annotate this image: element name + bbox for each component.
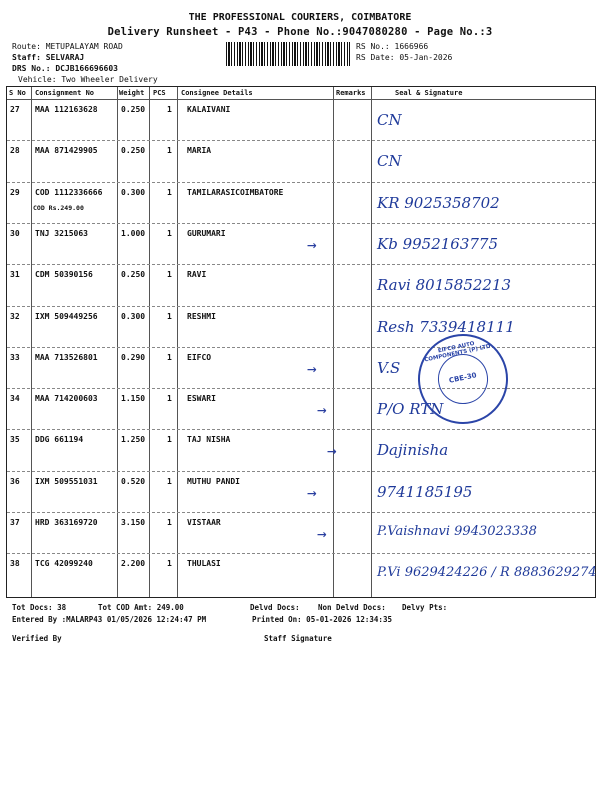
row-weight: 1.150 (121, 394, 146, 404)
staff: Staff: SELVARAJ (12, 53, 85, 62)
row-pcs: 1 (167, 394, 172, 404)
barcode (226, 42, 350, 66)
row-sno: 31 (10, 270, 20, 280)
row-consignee: TAJ NISHA (187, 435, 231, 445)
row-consignment-no: CDM 50390156 (35, 270, 93, 280)
row-sno: 28 (10, 146, 20, 156)
non-delivered-docs: Non Delvd Docs: (318, 603, 386, 612)
staff-signature: Staff Signature (264, 634, 332, 643)
row-sno: 32 (10, 311, 20, 321)
row-signature: Resh 7339418111 (377, 317, 515, 336)
handwritten-arrow-icon: → (317, 524, 327, 543)
row-signature: V.S (377, 358, 401, 377)
row-sno: 37 (10, 518, 20, 527)
row-sno: 34 (10, 394, 20, 404)
route: Route: METUPALAYAM ROAD (12, 42, 123, 51)
row-pcs: 1 (167, 559, 172, 569)
delivered-docs: Delvd Docs: (250, 603, 300, 612)
row-consignee: ESWARI (187, 394, 216, 404)
row-sno: 33 (10, 352, 20, 362)
total-cod-amount: Tot COD Amt: 249.00 (98, 603, 184, 612)
row-sno: 36 (10, 476, 20, 486)
row-consignee: KALAIVANI (187, 105, 231, 114)
row-pcs: 1 (167, 270, 172, 280)
row-consignee: THULASI (187, 559, 221, 569)
row-consignment-no: TCG 42099240 (35, 559, 93, 569)
row-sno: 30 (10, 228, 20, 238)
row-signature: KR 9025358702 (377, 193, 500, 212)
row-pcs: 1 (167, 311, 172, 321)
runsheet-table (6, 86, 596, 598)
row-pcs: 1 (167, 146, 172, 156)
runsheet-title: Delivery Runsheet - P43 - Phone No.:9047080280 - Page No.:3 (107, 26, 493, 38)
row-signature: P.Vi 9629424226 / R 8883629274 (377, 565, 597, 581)
row-weight: 0.300 (121, 187, 146, 197)
row-consignment-no: MAA 112163628 (35, 105, 98, 114)
col-seal-signature: Seal & Signature (395, 89, 463, 97)
drs-number: DRS No.: DCJB166696603 (12, 64, 118, 73)
rs-date: RS Date: 05-Jan-2026 (356, 53, 453, 62)
row-pcs: 1 (167, 435, 172, 445)
row-weight: 0.250 (121, 146, 146, 156)
row-weight: 1.250 (121, 435, 146, 445)
row-divider (7, 306, 595, 307)
row-consignee: TAMILARASICOIMBATORE (187, 187, 284, 197)
handwritten-arrow-icon: → (307, 234, 317, 254)
row-consignment-no: TNJ 3215063 (35, 228, 88, 238)
row-weight: 0.250 (121, 105, 146, 114)
row-consignee: MARIA (187, 146, 212, 156)
col-sno: S No (9, 89, 26, 97)
row-sno: 27 (10, 105, 20, 114)
row-consignee: RAVI (187, 270, 207, 280)
row-consignment-no: DDG 661194 (35, 435, 84, 445)
delivery-points: Delvy Pts: (402, 603, 448, 612)
row-weight: 0.290 (121, 352, 146, 362)
row-consignee: RESHMI (187, 311, 216, 321)
row-sno: 35 (10, 435, 20, 445)
row-signature: P/O RTN (377, 400, 444, 419)
col-consignee: Consignee Details (181, 89, 253, 97)
row-pcs: 1 (167, 187, 172, 197)
row-weight: 2.200 (121, 559, 146, 569)
row-consignment-no: MAA 713526801 (35, 352, 98, 362)
row-divider (7, 512, 595, 513)
entered-by: Entered By :MALARP43 01/05/2026 12:24:47 PM (12, 615, 207, 624)
row-sno: 38 (10, 559, 20, 569)
row-weight: 3.150 (121, 518, 146, 527)
row-signature: 9741185195 (377, 482, 473, 501)
row-weight: 0.300 (121, 311, 146, 321)
row-signature: P.Vaishnavi 9943023338 (377, 524, 537, 539)
handwritten-arrow-icon: → (307, 358, 317, 378)
company-title: THE PROFESSIONAL COURIERS, COIMBATORE (188, 12, 412, 23)
row-signature: Dajinisha (377, 441, 449, 460)
row-consignment-no: COD 1112336666 (35, 187, 103, 197)
row-divider (7, 553, 595, 554)
row-divider (7, 182, 595, 183)
row-divider (7, 223, 595, 224)
row-pcs: 1 (167, 228, 172, 238)
vehicle: Vehicle: Two Wheeler Delivery (18, 75, 158, 84)
row-divider (7, 429, 595, 430)
row-pcs: 1 (167, 352, 172, 362)
col-remarks: Remarks (336, 89, 366, 97)
row-pcs: 1 (167, 518, 172, 527)
row-consignment-no: HRD 363169720 (35, 518, 98, 527)
row-consignee: EIFCO (187, 352, 212, 362)
row-signature: Ravi 8015852213 (377, 276, 512, 295)
row-consignee: MUTHU PANDI (187, 476, 240, 486)
col-pcs: PCS (153, 89, 166, 97)
handwritten-arrow-icon: → (307, 482, 317, 502)
rs-number: RS No.: 1666966 (356, 42, 429, 51)
row-cod-amount: COD Rs.249.00 (33, 203, 84, 212)
row-divider (7, 140, 595, 141)
row-weight: 0.520 (121, 476, 146, 486)
row-divider (7, 264, 595, 265)
row-divider (7, 471, 595, 472)
row-divider (7, 347, 595, 348)
col-consignment: Consignment No (35, 89, 95, 97)
row-signature: Kb 9952163775 (377, 234, 499, 253)
row-weight: 0.250 (121, 270, 146, 280)
row-signature: CN (377, 152, 402, 171)
row-consignee: GURUMARI (187, 228, 226, 238)
row-sno: 29 (10, 187, 20, 197)
printed-on: Printed On: 05-01-2026 12:34:35 (252, 615, 392, 624)
total-docs: Tot Docs: 38 (12, 603, 67, 612)
col-weight: Weight (119, 89, 145, 97)
row-signature: CN (377, 111, 402, 129)
row-consignment-no: IXM 509551031 (35, 476, 98, 486)
verified-by: Verified By (12, 634, 62, 643)
row-pcs: 1 (167, 476, 172, 486)
row-consignee: VISTAAR (187, 518, 221, 527)
company-seal: EIFCO AUTO COMPONENTS (P) LTD CBE-30 (410, 326, 517, 433)
row-consignment-no: MAA 714200603 (35, 394, 98, 404)
row-consignment-no: MAA 871429905 (35, 146, 98, 156)
handwritten-arrow-icon: → (327, 441, 337, 461)
row-weight: 1.000 (121, 228, 146, 238)
handwritten-arrow-icon: → (317, 400, 327, 420)
row-pcs: 1 (167, 105, 172, 114)
row-consignment-no: IXM 509449256 (35, 311, 98, 321)
